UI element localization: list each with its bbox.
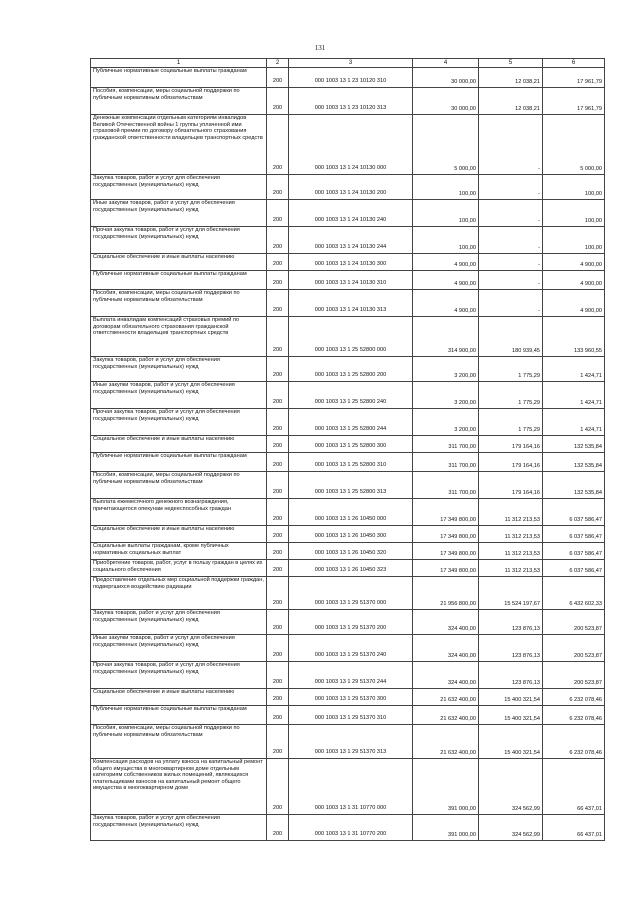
row-classification-code: 000 1003 13 1 24 10130 200 — [289, 175, 413, 200]
row-approved-amount: 4 900,00 — [413, 271, 479, 290]
row-name: Социальное обеспечение и иные выплаты населению — [91, 254, 267, 271]
row-approved-amount: 4 900,00 — [413, 254, 479, 271]
row-name: Социальное обеспечение и иные выплаты населению — [91, 436, 267, 453]
table-row — [91, 227, 605, 254]
row-line-code: 200 — [267, 635, 289, 662]
row-line-code: 200 — [267, 815, 289, 841]
table-row — [91, 436, 605, 453]
row-approved-amount: 324 400,00 — [413, 635, 479, 662]
row-line-code: 200 — [267, 290, 289, 317]
row-classification-code: 000 1003 13 1 24 10130 000 — [289, 115, 413, 175]
row-name: Прочая закупка товаров, работ и услуг для обеспечения государственных (муниципальных) нужд — [91, 662, 267, 689]
row-executed-amount: - — [479, 227, 543, 254]
row-classification-code: 000 1003 13 1 25 52800 300 — [289, 436, 413, 453]
header-col-5: 5 — [479, 59, 543, 68]
table-row — [91, 453, 605, 472]
row-classification-code: 000 1003 13 1 29 51370 240 — [289, 635, 413, 662]
row-approved-amount: 100,00 — [413, 175, 479, 200]
row-executed-amount: 15 400 321,54 — [479, 689, 543, 706]
row-executed-amount: 123 876,13 — [479, 610, 543, 635]
row-classification-code: 000 1003 13 1 24 10130 240 — [289, 200, 413, 227]
row-approved-amount: 17 349 800,00 — [413, 526, 479, 543]
budget-execution-table — [90, 58, 605, 841]
row-unexecuted-amount: 200 523,87 — [543, 610, 605, 635]
row-name: Выплата ежемесячного денежного вознаграждения, причитающегося опекунам недееспособных граждан — [91, 499, 267, 526]
row-approved-amount: 21 632 400,00 — [413, 725, 479, 759]
row-executed-amount: - — [479, 254, 543, 271]
row-unexecuted-amount: 200 523,87 — [543, 662, 605, 689]
row-classification-code: 000 1003 13 1 25 52800 310 — [289, 453, 413, 472]
row-approved-amount: 311 700,00 — [413, 436, 479, 453]
row-classification-code: 000 1003 13 1 25 52800 000 — [289, 317, 413, 357]
row-line-code: 200 — [267, 725, 289, 759]
header-col-3: 3 — [289, 59, 413, 68]
row-name: Приобретение товаров, работ, услуг в пользу граждан в целях их социального обеспечения — [91, 560, 267, 577]
row-approved-amount: 30 000,00 — [413, 88, 479, 115]
table-row — [91, 706, 605, 725]
row-classification-code: 000 1003 13 1 29 51370 200 — [289, 610, 413, 635]
table-row — [91, 499, 605, 526]
row-line-code: 200 — [267, 526, 289, 543]
row-unexecuted-amount: 66 437,01 — [543, 815, 605, 841]
row-name: Иные закупки товаров, работ и услуг для обеспечения государственных (муниципальных) нужд — [91, 200, 267, 227]
row-executed-amount: 179 164,16 — [479, 436, 543, 453]
row-approved-amount: 311 700,00 — [413, 453, 479, 472]
row-executed-amount: 1 775,29 — [479, 382, 543, 409]
row-executed-amount: - — [479, 200, 543, 227]
row-line-code: 200 — [267, 254, 289, 271]
row-classification-code: 000 1003 13 1 26 10450 300 — [289, 526, 413, 543]
row-unexecuted-amount: 1 424,71 — [543, 357, 605, 382]
row-approved-amount: 391 000,00 — [413, 759, 479, 815]
table-header-row — [91, 59, 605, 68]
header-col-2: 2 — [267, 59, 289, 68]
row-classification-code: 000 1003 13 1 29 51370 313 — [289, 725, 413, 759]
row-name: Закупка товаров, работ и услуг для обеспечения государственных (муниципальных) нужд — [91, 175, 267, 200]
row-classification-code: 000 1003 13 1 29 51370 300 — [289, 689, 413, 706]
row-name: Закупка товаров, работ и услуг для обеспечения государственных (муниципальных) нужд — [91, 815, 267, 841]
row-executed-amount: 324 562,99 — [479, 759, 543, 815]
row-classification-code: 000 1003 13 1 26 10450 323 — [289, 560, 413, 577]
row-unexecuted-amount: 1 424,71 — [543, 382, 605, 409]
row-name: Закупка товаров, работ и услуг для обеспечения государственных (муниципальных) нужд — [91, 610, 267, 635]
row-classification-code: 000 1003 13 1 25 52800 244 — [289, 409, 413, 436]
row-name: Денежные компенсации отдельным категориям инвалидов Великой Отечественной войны 1 группы уплаченной ими страховой премии по договору обязательного страхования гражданской ответственности владельцев транспортных средств — [91, 115, 267, 175]
table-row — [91, 271, 605, 290]
table-row — [91, 115, 605, 175]
row-approved-amount: 4 900,00 — [413, 290, 479, 317]
row-executed-amount: 324 562,99 — [479, 815, 543, 841]
row-name: Компенсация расходов на уплату взноса на капитальный ремонт общего имущества в многоквартирном доме отдельным категориям собственников жилых помещений, являющихся плательщиками взносов на капитальный ремонт общего имущества в многоквартирном доме — [91, 759, 267, 815]
row-unexecuted-amount: 200 523,87 — [543, 635, 605, 662]
row-approved-amount: 314 900,00 — [413, 317, 479, 357]
row-approved-amount: 17 349 800,00 — [413, 499, 479, 526]
row-name: Пособия, компенсации, меры социальной поддержки по публичным нормативным обязательствам — [91, 290, 267, 317]
row-classification-code: 000 1003 13 1 29 51370 244 — [289, 662, 413, 689]
row-classification-code: 000 1003 13 1 24 10130 313 — [289, 290, 413, 317]
row-executed-amount: - — [479, 290, 543, 317]
row-name: Предоставление отдельных мер социальной поддержки граждан, подвергшихся воздействию радиации — [91, 577, 267, 610]
table-row — [91, 543, 605, 560]
row-unexecuted-amount: 6 037 586,47 — [543, 543, 605, 560]
row-unexecuted-amount: 6 432 602,33 — [543, 577, 605, 610]
row-approved-amount: 324 400,00 — [413, 662, 479, 689]
row-approved-amount: 3 200,00 — [413, 382, 479, 409]
row-name: Социальные выплаты гражданам, кроме публичных нормативных социальных выплат — [91, 543, 267, 560]
table-row — [91, 759, 605, 815]
row-unexecuted-amount: 66 437,01 — [543, 759, 605, 815]
row-unexecuted-amount: 4 900,00 — [543, 254, 605, 271]
row-classification-code: 000 1003 13 1 25 52800 313 — [289, 472, 413, 499]
table-row — [91, 635, 605, 662]
row-executed-amount: 12 038,21 — [479, 88, 543, 115]
row-executed-amount: 1 775,29 — [479, 357, 543, 382]
row-approved-amount: 30 000,00 — [413, 68, 479, 88]
table-row — [91, 357, 605, 382]
row-approved-amount: 100,00 — [413, 227, 479, 254]
row-name: Иные закупки товаров, работ и услуг для обеспечения государственных (муниципальных) нужд — [91, 635, 267, 662]
row-line-code: 200 — [267, 689, 289, 706]
row-unexecuted-amount: 4 900,00 — [543, 271, 605, 290]
row-approved-amount: 17 349 800,00 — [413, 543, 479, 560]
row-unexecuted-amount: 6 037 586,47 — [543, 499, 605, 526]
row-executed-amount: 123 876,13 — [479, 635, 543, 662]
row-classification-code: 000 1003 13 1 26 10450 000 — [289, 499, 413, 526]
row-line-code: 200 — [267, 662, 289, 689]
table-row — [91, 68, 605, 88]
row-executed-amount: 15 400 321,54 — [479, 706, 543, 725]
row-classification-code: 000 1003 13 1 24 10130 310 — [289, 271, 413, 290]
row-line-code: 200 — [267, 560, 289, 577]
row-unexecuted-amount: 132 535,84 — [543, 472, 605, 499]
row-classification-code: 000 1003 13 1 29 51370 310 — [289, 706, 413, 725]
row-unexecuted-amount: 132 535,84 — [543, 453, 605, 472]
row-unexecuted-amount: 5 000,00 — [543, 115, 605, 175]
row-name: Публичные нормативные социальные выплаты гражданам — [91, 271, 267, 290]
table-row — [91, 472, 605, 499]
row-name: Иные закупки товаров, работ и услуг для обеспечения государственных (муниципальных) нужд — [91, 382, 267, 409]
table-row — [91, 610, 605, 635]
row-executed-amount: 1 775,29 — [479, 409, 543, 436]
row-unexecuted-amount: 4 900,00 — [543, 290, 605, 317]
table-row — [91, 200, 605, 227]
table-row — [91, 689, 605, 706]
row-line-code: 200 — [267, 200, 289, 227]
row-line-code: 200 — [267, 115, 289, 175]
row-executed-amount: 11 312 213,53 — [479, 499, 543, 526]
row-line-code: 200 — [267, 409, 289, 436]
row-classification-code: 000 1003 13 1 31 10770 000 — [289, 759, 413, 815]
row-unexecuted-amount: 6 232 078,46 — [543, 689, 605, 706]
table-body — [91, 59, 605, 841]
table-row — [91, 317, 605, 357]
row-classification-code: 000 1003 13 1 24 10130 244 — [289, 227, 413, 254]
row-unexecuted-amount: 100,00 — [543, 227, 605, 254]
row-line-code: 200 — [267, 577, 289, 610]
header-col-1: 1 — [91, 59, 267, 68]
row-name: Выплата инвалидам компенсаций страховых премий по договорам обязательного страхования гражданской ответственности владельцев транспортных средств — [91, 317, 267, 357]
row-executed-amount: 179 164,16 — [479, 472, 543, 499]
row-classification-code: 000 1003 13 1 31 10770 200 — [289, 815, 413, 841]
row-unexecuted-amount: 133 960,55 — [543, 317, 605, 357]
header-col-4: 4 — [413, 59, 479, 68]
row-unexecuted-amount: 6 232 078,46 — [543, 725, 605, 759]
row-approved-amount: 17 349 800,00 — [413, 560, 479, 577]
row-executed-amount: 15 400 321,54 — [479, 725, 543, 759]
row-unexecuted-amount: 17 961,79 — [543, 88, 605, 115]
row-line-code: 200 — [267, 472, 289, 499]
row-unexecuted-amount: 6 232 078,46 — [543, 706, 605, 725]
row-line-code: 200 — [267, 610, 289, 635]
row-unexecuted-amount: 100,00 — [543, 175, 605, 200]
row-line-code: 200 — [267, 227, 289, 254]
table-row — [91, 526, 605, 543]
row-line-code: 200 — [267, 759, 289, 815]
row-unexecuted-amount: 6 037 586,47 — [543, 526, 605, 543]
row-line-code: 200 — [267, 68, 289, 88]
row-unexecuted-amount: 17 961,79 — [543, 68, 605, 88]
row-approved-amount: 3 200,00 — [413, 409, 479, 436]
row-approved-amount: 21 632 400,00 — [413, 689, 479, 706]
row-line-code: 200 — [267, 543, 289, 560]
table-row — [91, 409, 605, 436]
row-unexecuted-amount: 132 535,84 — [543, 436, 605, 453]
row-line-code: 200 — [267, 453, 289, 472]
row-executed-amount: 15 524 197,67 — [479, 577, 543, 610]
row-approved-amount: 21 632 400,00 — [413, 706, 479, 725]
row-classification-code: 000 1003 13 1 25 52800 200 — [289, 357, 413, 382]
row-classification-code: 000 1003 13 1 23 10120 310 — [289, 68, 413, 88]
row-name: Публичные нормативные социальные выплаты гражданам — [91, 706, 267, 725]
row-executed-amount: 11 312 213,53 — [479, 543, 543, 560]
table-row — [91, 382, 605, 409]
row-name: Закупка товаров, работ и услуг для обеспечения государственных (муниципальных) нужд — [91, 357, 267, 382]
row-approved-amount: 21 956 800,00 — [413, 577, 479, 610]
table-row — [91, 577, 605, 610]
row-approved-amount: 324 400,00 — [413, 610, 479, 635]
page-number: 131 — [314, 44, 326, 52]
row-approved-amount: 311 700,00 — [413, 472, 479, 499]
row-executed-amount: 11 312 213,53 — [479, 560, 543, 577]
row-name: Публичные нормативные социальные выплаты гражданам — [91, 68, 267, 88]
row-name: Публичные нормативные социальные выплаты гражданам — [91, 453, 267, 472]
row-line-code: 200 — [267, 382, 289, 409]
row-classification-code: 000 1003 13 1 29 51370 000 — [289, 577, 413, 610]
row-executed-amount: 123 876,13 — [479, 662, 543, 689]
row-approved-amount: 5 000,00 — [413, 115, 479, 175]
table-row — [91, 662, 605, 689]
row-name: Социальное обеспечение и иные выплаты населению — [91, 526, 267, 543]
row-name: Прочая закупка товаров, работ и услуг для обеспечения государственных (муниципальных) нужд — [91, 227, 267, 254]
row-executed-amount: 180 939,45 — [479, 317, 543, 357]
row-line-code: 200 — [267, 271, 289, 290]
table-row — [91, 88, 605, 115]
row-classification-code: 000 1003 13 1 26 10450 320 — [289, 543, 413, 560]
row-name: Социальное обеспечение и иные выплаты населению — [91, 689, 267, 706]
table-row — [91, 560, 605, 577]
row-classification-code: 000 1003 13 1 25 52800 240 — [289, 382, 413, 409]
row-name: Пособия, компенсации, меры социальной поддержки по публичным нормативным обязательствам — [91, 472, 267, 499]
row-executed-amount: - — [479, 175, 543, 200]
table-row — [91, 290, 605, 317]
row-unexecuted-amount: 100,00 — [543, 200, 605, 227]
row-line-code: 200 — [267, 499, 289, 526]
row-executed-amount: 179 164,16 — [479, 453, 543, 472]
row-executed-amount: 11 312 213,53 — [479, 526, 543, 543]
row-line-code: 200 — [267, 706, 289, 725]
row-executed-amount: 12 038,21 — [479, 68, 543, 88]
row-classification-code: 000 1003 13 1 24 10130 300 — [289, 254, 413, 271]
row-line-code: 200 — [267, 88, 289, 115]
row-approved-amount: 3 200,00 — [413, 357, 479, 382]
row-name: Пособия, компенсации, меры социальной поддержки по публичным нормативным обязательствам — [91, 88, 267, 115]
row-unexecuted-amount: 6 037 586,47 — [543, 560, 605, 577]
row-approved-amount: 391 000,00 — [413, 815, 479, 841]
row-line-code: 200 — [267, 357, 289, 382]
row-classification-code: 000 1003 13 1 23 10120 313 — [289, 88, 413, 115]
row-approved-amount: 100,00 — [413, 200, 479, 227]
row-unexecuted-amount: 1 424,71 — [543, 409, 605, 436]
table-row — [91, 815, 605, 841]
row-line-code: 200 — [267, 436, 289, 453]
table-row — [91, 254, 605, 271]
row-name: Пособия, компенсации, меры социальной поддержки по публичным нормативным обязательствам — [91, 725, 267, 759]
table-row — [91, 725, 605, 759]
row-executed-amount: - — [479, 271, 543, 290]
header-col-6: 6 — [543, 59, 605, 68]
row-line-code: 200 — [267, 175, 289, 200]
row-line-code: 200 — [267, 317, 289, 357]
row-name: Прочая закупка товаров, работ и услуг для обеспечения государственных (муниципальных) нужд — [91, 409, 267, 436]
table-row — [91, 175, 605, 200]
row-executed-amount: - — [479, 115, 543, 175]
